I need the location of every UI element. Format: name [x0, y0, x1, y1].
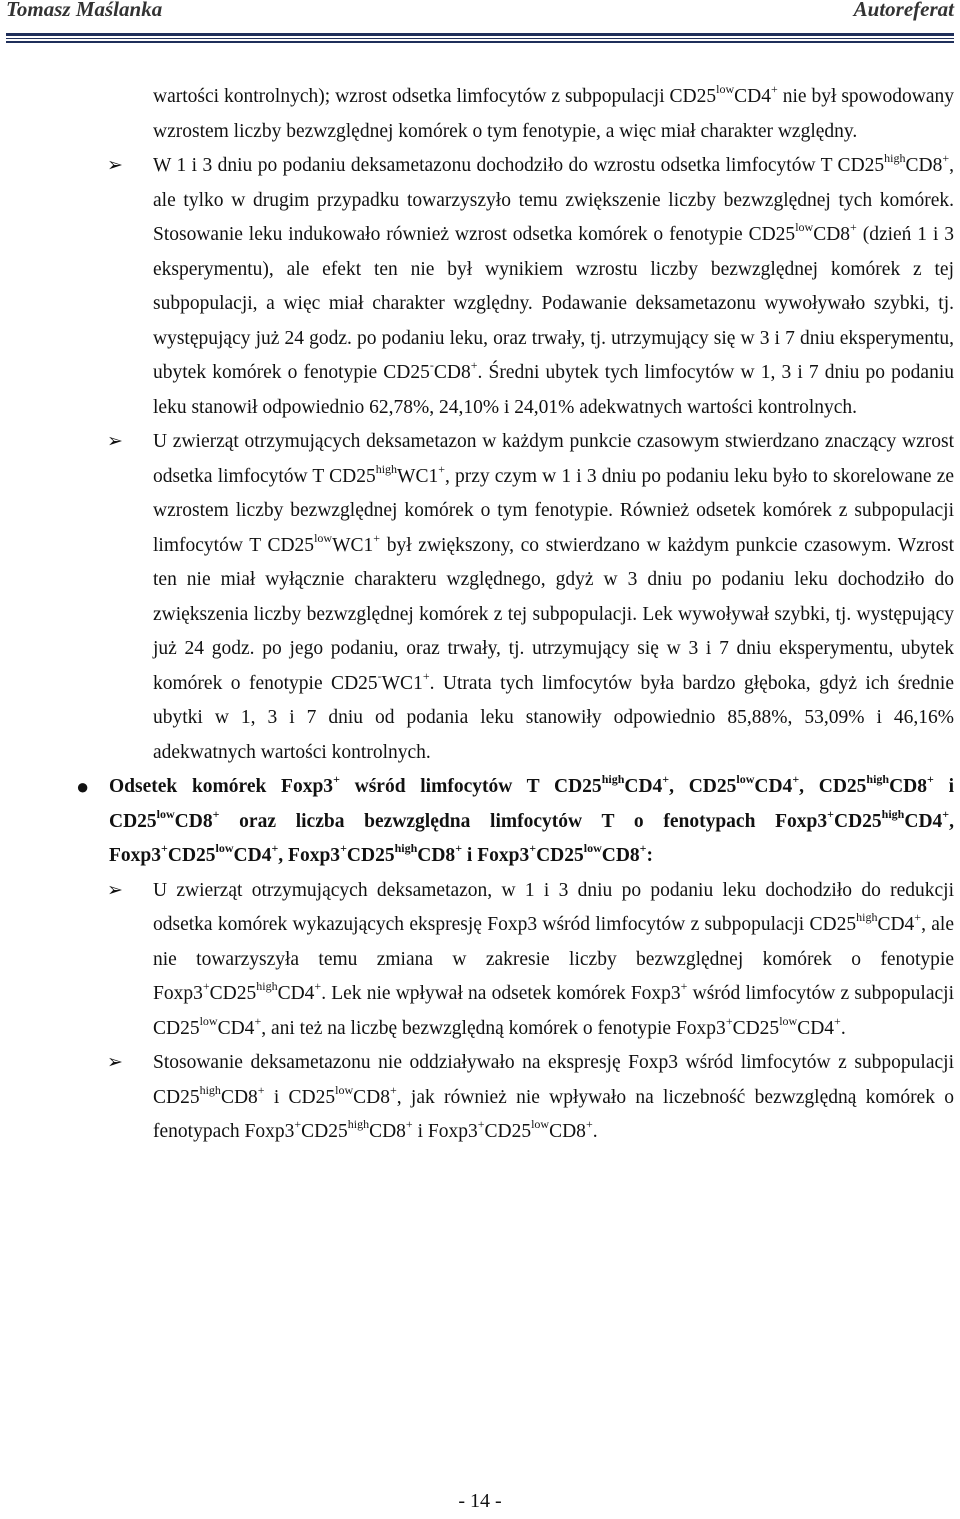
superscript: + [405, 1117, 413, 1131]
text-run: CD4 [797, 1017, 835, 1039]
text-run: , jak również nie wpływało na liczebność bezwzględną komórek o fenotypach Foxp3 [153, 1086, 954, 1142]
text-run: WC1 [381, 672, 423, 694]
text-run: WC1 [397, 465, 439, 487]
text-run: CD8 [433, 362, 471, 383]
superscript: + [212, 806, 220, 821]
text-run: . [592, 1121, 598, 1142]
text-run: , ani też na liczbę bezwzględną komórek o fenotypie Foxp3 [261, 1017, 726, 1039]
superscript: + [202, 979, 210, 993]
paragraph [0, 1046, 960, 1150]
superscript: + [161, 841, 168, 855]
text-run: CD25 [167, 845, 216, 866]
text-run: CD4 [734, 86, 771, 107]
superscript: low [531, 1117, 550, 1131]
text-run: i CD25 [264, 1086, 336, 1108]
paragraph [0, 425, 960, 770]
paragraph [0, 80, 960, 149]
superscript: + [585, 1117, 593, 1131]
section-heading [0, 770, 960, 874]
text-run: CD4 [904, 810, 943, 832]
superscript: + [827, 806, 834, 821]
text-run: był zwiększony, co stwierdzano w każdym punkcie czasowym. Wzrost ten nie miał wyłącznie charakteru względnego, gdyż w 3 dniu po podaniu leku dochodziło do zwiększenia liczby bezwzględnej komórek z tej subpopulacji. Lek wywoływał szybki, tj. występujący już 24 godz. po jego podaniu, oraz trwały, tj. utrzymujący się w 3 i 7 dniu eksperymentu, ubytek komórek o fenotypie CD25 [153, 534, 955, 694]
superscript: low [716, 82, 735, 96]
superscript: high [375, 461, 398, 476]
text-run: CD8 [549, 1121, 586, 1142]
superscript: low [736, 772, 755, 786]
text-run: CD4 [217, 1017, 255, 1039]
text-run: oraz liczba bezwzględna limfocytów T o fenotypach Foxp3 [219, 810, 828, 832]
text-run: CD4 [624, 776, 663, 797]
text-run: CD25 [834, 810, 882, 832]
text-run: CD4 [754, 776, 793, 797]
superscript: + [477, 1117, 485, 1131]
text-run: CD4 [233, 845, 272, 866]
superscript: + [680, 979, 688, 993]
superscript: + [942, 806, 950, 821]
text-run: , ale nie towarzyszyła temu zmiana w zakresie liczby bezwzględnej komórek o fenotypie Foxp3 [153, 914, 954, 1004]
superscript: + [914, 910, 922, 924]
text-run: Stosowanie deksametazonu nie oddziaływało na ekspresję Foxp3 wśród limfocytów z subpopulacji CD25 [153, 1052, 954, 1108]
text-run: CD25 [209, 983, 257, 1004]
text-run: CD8 [601, 845, 640, 866]
superscript: low [156, 806, 175, 821]
superscript: high [601, 772, 625, 786]
superscript: + [455, 841, 463, 855]
text-run: U zwierząt otrzymujących deksametazon w każdym punkcie czasowym stwierdzano znaczący wzrost odsetka limfocytów T CD25 [153, 431, 954, 487]
text-run: . Średni ubytek tych limfocytów w 1, 3 i 7 dniu po podaniu leku stanowił odpowiednio 62,78%, 24,10% i 24,01% adekwatnych wartości kontrolnych. [153, 362, 954, 418]
text-run: CD4 [277, 983, 315, 1004]
superscript: + [470, 358, 478, 372]
superscript: + [927, 772, 934, 786]
text-run: CD4 [877, 914, 915, 935]
superscript: + [792, 772, 800, 786]
paragraph [0, 149, 960, 425]
superscript: - [429, 358, 434, 372]
header-rule-thick [6, 33, 954, 36]
author-name: Tomasz Maślanka [6, 0, 163, 21]
text-run: CD8 [889, 776, 928, 797]
text-run: CD25 [732, 1017, 780, 1039]
superscript: low [583, 841, 602, 855]
text-run: W 1 i 3 dniu po podaniu deksametazonu dochodziło do wzrostu odsetka limfocytów T CD25 [153, 155, 885, 176]
superscript: + [422, 668, 430, 683]
superscript: low [795, 220, 814, 234]
text-run: i Foxp3 [462, 845, 530, 866]
superscript: high [256, 979, 278, 993]
document-type: Autoreferat [853, 0, 954, 21]
superscript: + [373, 530, 381, 545]
text-run: CD25 [301, 1121, 348, 1142]
header-rule-bottom [6, 41, 954, 43]
superscript: + [257, 1082, 265, 1097]
superscript: + [294, 1117, 302, 1131]
superscript: low [779, 1013, 798, 1028]
superscript: low [314, 530, 333, 545]
text-run: CD8 [174, 810, 213, 832]
arrow-bullet-icon: ➢ [107, 1052, 123, 1073]
text-run: CD8 [369, 1121, 406, 1142]
arrow-bullet-icon: ➢ [107, 879, 123, 901]
text-run: , CD25 [799, 776, 867, 797]
text-run: CD8 [813, 224, 851, 245]
text-run: i CD25 [109, 776, 954, 832]
superscript: + [333, 772, 340, 786]
superscript: + [725, 1013, 733, 1028]
text-run: U zwierząt otrzymujących deksametazon, w 1 i 3 dniu po podaniu leku dochodziło do redukcji odsetka komórek wykazujących ekspresję Foxp3 wśród limfocytów z subpopulacji CD25 [153, 879, 954, 935]
text-run: WC1 [332, 534, 374, 556]
superscript: + [340, 841, 347, 855]
text-run: , CD25 [669, 776, 737, 797]
text-run: wśród limfocytów T CD25 [339, 776, 602, 797]
text-run: , Foxp3 [278, 845, 341, 866]
superscript: high [881, 806, 905, 821]
superscript: high [394, 841, 418, 855]
superscript: + [438, 461, 445, 476]
text-run: , Foxp3 [109, 810, 954, 866]
text-run: nie był spowodowany wzrostem liczby bezwzględnej komórek o tym fenotypie, a więc miał charakter względny. [153, 86, 955, 142]
text-run: CD8 [353, 1086, 390, 1108]
superscript: low [199, 1013, 218, 1028]
superscript: + [942, 151, 950, 165]
text-run: . Utrata tych limfocytów była bardzo głęboka, gdyż ich średnie ubytki w 1, 3 i 7 dniu od podania leku stanowiły odpowiednio 85,88%, 53,09% i 46,16% adekwatnych wartości kontrolnych. [153, 672, 955, 763]
superscript: + [314, 979, 322, 993]
text-run: CD25 [484, 1121, 532, 1142]
superscript: high [347, 1117, 370, 1131]
superscript: low [215, 841, 234, 855]
text-run: CD25 [536, 845, 584, 866]
text-run: CD25 [346, 845, 395, 866]
text-run: CD8 [220, 1086, 258, 1108]
text-run: wśród limfocytów z subpopulacji CD25 [153, 983, 954, 1039]
superscript: high [199, 1082, 221, 1097]
superscript: + [639, 841, 647, 855]
superscript: + [662, 772, 670, 786]
superscript: + [850, 220, 857, 234]
text-run: (dzień 1 i 3 eksperymentu), ale efekt ten nie był wynikiem wzrostu liczby bezwzględnej komórek z tej subpopulacji, a więc miał charakter względny. Podawanie deksametazonu wywoływało szybki, tj. występujący już 24 godz. po podaniu leku, oraz trwały, tj. utrzymujący się w 3 i 7 dniu eksperymentu, ubytek komórek o fenotypie CD25 [153, 224, 954, 383]
bullet-dot-icon: ● [76, 774, 90, 799]
arrow-bullet-icon: ➢ [107, 431, 123, 452]
text-run: i Foxp3 [412, 1121, 478, 1142]
text-run: Odsetek komórek Foxp3 [109, 776, 334, 797]
text-run: CD8 [905, 155, 943, 176]
paragraph [0, 874, 960, 1047]
superscript: high [856, 910, 878, 924]
text-run: , ale tylko w drugim przypadku towarzyszyło temu zwiększenie liczby bezwzględnej tych komórek. Stosowanie leku indukowało również wzrost odsetka komórek o fenotypie CD25 [153, 155, 954, 245]
superscript: + [834, 1013, 841, 1028]
superscript: low [335, 1082, 354, 1097]
text-run: CD8 [417, 845, 456, 866]
superscript: + [771, 82, 778, 96]
text-run: wartości kontrolnych); wzrost odsetka limfocytów z subpopulacji CD25 [153, 86, 717, 107]
superscript: + [389, 1082, 397, 1097]
superscript: + [529, 841, 537, 855]
text-run: . Lek nie wpływał na odsetek komórek Foxp3 [321, 983, 681, 1004]
document-body [0, 80, 960, 1150]
text-run: , przy czym w 1 i 3 dniu po podaniu leku było to skorelowane ze wzrostem liczby bezwzględnej komórek o tym fenotypie. Również odsetek komórek z subpopulacji limfocytów T CD25 [153, 465, 955, 556]
superscript: high [866, 772, 890, 786]
page-header [0, 0, 960, 48]
superscript: high [884, 151, 906, 165]
superscript: + [254, 1013, 262, 1028]
arrow-bullet-icon: ➢ [107, 155, 123, 176]
text-run: . [840, 1017, 846, 1039]
superscript: + [271, 841, 279, 855]
text-run: : [646, 845, 653, 866]
page-number: - 14 - [458, 1490, 502, 1512]
superscript: - [377, 668, 382, 683]
header-rule-thin [6, 38, 954, 39]
